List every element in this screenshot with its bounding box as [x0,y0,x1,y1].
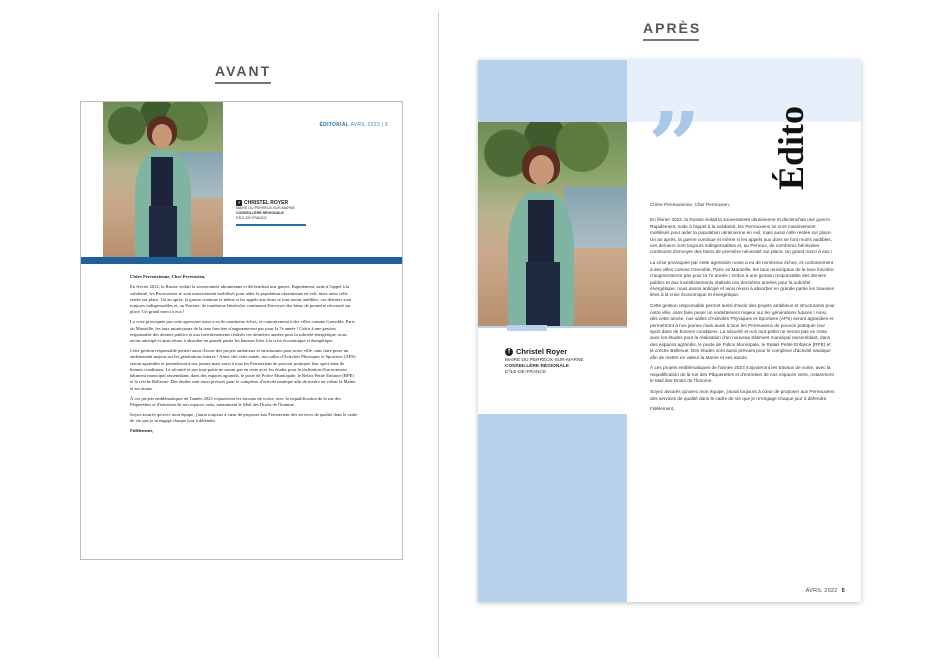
vertical-divider [438,12,439,657]
author-role-1: MAIRE DU PERREUX-SUR-MARNE [505,358,584,363]
author-role-2: CONSEILLÈRE RÉGIONALE [236,211,284,215]
author-role-3: D'ÎLE-DE-FRANCE [236,216,267,220]
author-caption [236,200,306,226]
facebook-icon[interactable]: f [505,348,513,356]
portrait-photo [478,122,627,326]
header-section: ÉDITORIAL [319,122,350,128]
paragraph: À ces projets emblématiques de l'année 2023 s'ajouteront les travaux de voirie, avec la requalification de la rue des Pâquerettes et d'entretien de nos espaces verts, notamment le Mail des Droits de l'homme. [650,365,834,384]
portrait-photo [103,102,223,257]
paragraph: À ces projets emblématiques de l'année 2023 s'ajouteront les travaux de voirie, avec la requalification de la rue des Pâquerettes et d'entretien de nos espaces verts, notamment le Mail des Droits de l'homme. [130,395,341,407]
facebook-icon[interactable]: f [236,200,242,206]
header-page: 5 [384,122,388,128]
footer-page: 5 [841,588,845,594]
paragraph: Cette gestion responsable permet aussi d'avoir des projets ambitieux et structurants pour notre ville, sans faire peser un endettement majeur sur les générations futures ! Ainsi, dès cette année, nos salles d'Activités Physiques et Sportives (APS) seront agrandies et permettront à nos jeunes mais aussi à tous les Perreuxiens de pouvoir pratiquer leur sport dans de bonnes conditions. La sécurité et nos tout-petits ne seront pas en reste avec les études pour la réalisation d'un nouveau bâtiment municipal rassemblant, dans des espaces agrandis, le poste de Police Municipale, le Relais Petite Enfance (RPE) et la crèche Bellevue. Des études sont aussi prévues pour le complexe d'activité nautique afin de mettre en valeur la Marne et ses atouts. [130,347,356,391]
salutation: Chère Perreuxienne, Cher Perreuxien, [650,202,730,207]
header-band [81,257,402,264]
salutation: Chère Perreuxienne, Cher Perreuxien, [130,274,206,279]
closing: Fidèlement, [130,427,154,433]
paragraph: La crise provoquée par cette agression russe a eu de nombreux échos, et contrairement à des villes comme Grenoble, Paris ou Marseille, les taux municipaux de la taxe foncière n'augmenteront pas pour la 7e année ! Grâce à une gestion responsable des deniers publics et aux investissements réalisés ces dernières années pour la sobriété énergétique, nous avons anticipé et ainsi réussi à absorber en grande partie les hausses liées à la crise économique et énergétique. [130,319,355,344]
paragraph: La crise provoquée par cette agression russe a eu de nombreux échos, et contrairement à des villes comme Grenoble, Paris ou Marseille, les taux municipaux de la taxe foncière n'augmenteront pas pour la 7e année ! Grâce à une gestion responsable des deniers publics et aux investissements réalisés ces dernières années pour la sobriété énergétique, nous avons anticipé et ainsi réussi à absorber en grande partie les hausses liées à la crise économique et énergétique. [650,260,834,298]
page-footer [806,588,845,594]
author-name: Christel Royer [516,347,568,356]
label-after: APRÈS [643,20,699,41]
accent-stripe [507,325,547,331]
label-before: AVANT [215,63,271,84]
editorial-body [650,202,835,417]
page-title: Édito [771,105,811,190]
page-header: ÉDITORIAL AVRIL 2023 | 5 [319,122,388,128]
page-before [80,101,403,560]
header-date: AVRIL 2023 [350,122,380,128]
paragraph: Soyez assurés qu'avec mon équipe, j'aurai toujours à cœur de proposer aux Perreuxiens des services de qualité dans le cadre de vie que je m'engage chaque jour à défendre. [650,389,835,401]
closing: Fidèlement, [650,406,675,412]
quote-mark: ” [648,92,701,200]
paragraph: Soyez assurés qu'avec mon équipe, j'aurai toujours à cœur de proposer aux Perreuxiens des services de qualité dans le cadre de vie que je m'engage chaque jour à défendre. [130,411,358,423]
author-role-1: MAIRE DU PERREUX-SUR-MARNE [236,206,295,210]
caption-rule [236,224,306,226]
footer-date: AVRIL 2022 [805,588,838,594]
author-caption [505,347,615,377]
author-name: CHRISTEL ROYER [244,200,289,206]
paragraph: En février 2022, la Russie violait la souveraineté ukrainienne et déclenchait une guerre. Rapidement, suite à l'appel à la solidarité, les Perreuxiens se sont massivement mobilisés pour aider la population ukrainienne en exil, mais aussi celle restée sur place. Un an après, la guerre continue et même si les appels aux dons se font moins audibles, ces derniers sont toujours indispensables et, au Perreux, de nombreux bénévoles continuent d'envoyer des biens de première nécessité sur place. Un grand merci à eux ! [650,217,833,255]
author-role-2: CONSEILLÈRE RÉGIONALE [505,364,569,370]
author-role-3: D'ÎLE-DE-FRANCE [505,370,547,376]
page-after [478,60,861,602]
editorial-body [130,274,358,438]
paragraph: Cette gestion responsable permet aussi d'avoir des projets ambitieux et structurants pour notre ville, sans faire peser un endettement majeur sur les générations futures ! Ainsi, dès cette année, nos salles d'Activités Physiques et Sportives (APS) seront agrandies et permettront à nos jeunes mais aussi à tous les Perreuxiens de pouvoir pratiquer leur sport dans de bonnes conditions. La sécurité et nos tout-petits ne seront pas en reste avec les études pour la réalisation d'un nouveau bâtiment municipal rassemblant, dans des espaces agrandis, le poste de Police Municipale, le Relais Petite Enfance (RPE) et la crèche Bellevue. Des études sont aussi prévues pour le complexe d'activité nautique afin de mettre en valeur la Marne et ses atouts. [650,303,835,360]
paragraph: En février 2022, la Russie violait la souveraineté ukrainienne et déclenchait une guerre. Rapidement, suite à l'appel à la solidarité, les Perreuxiens se sont massivement mobilisés pour aider la population ukrainienne en exil, mais aussi celle restée sur place. Un an après, la guerre continue et même si les appels aux dons se font moins audibles, ces derniers sont toujours indispensables et, au Perreux, de nombreux bénévoles continuent d'envoyer des biens de première nécessité sur place. Un grand merci à eux ! [130,284,352,315]
